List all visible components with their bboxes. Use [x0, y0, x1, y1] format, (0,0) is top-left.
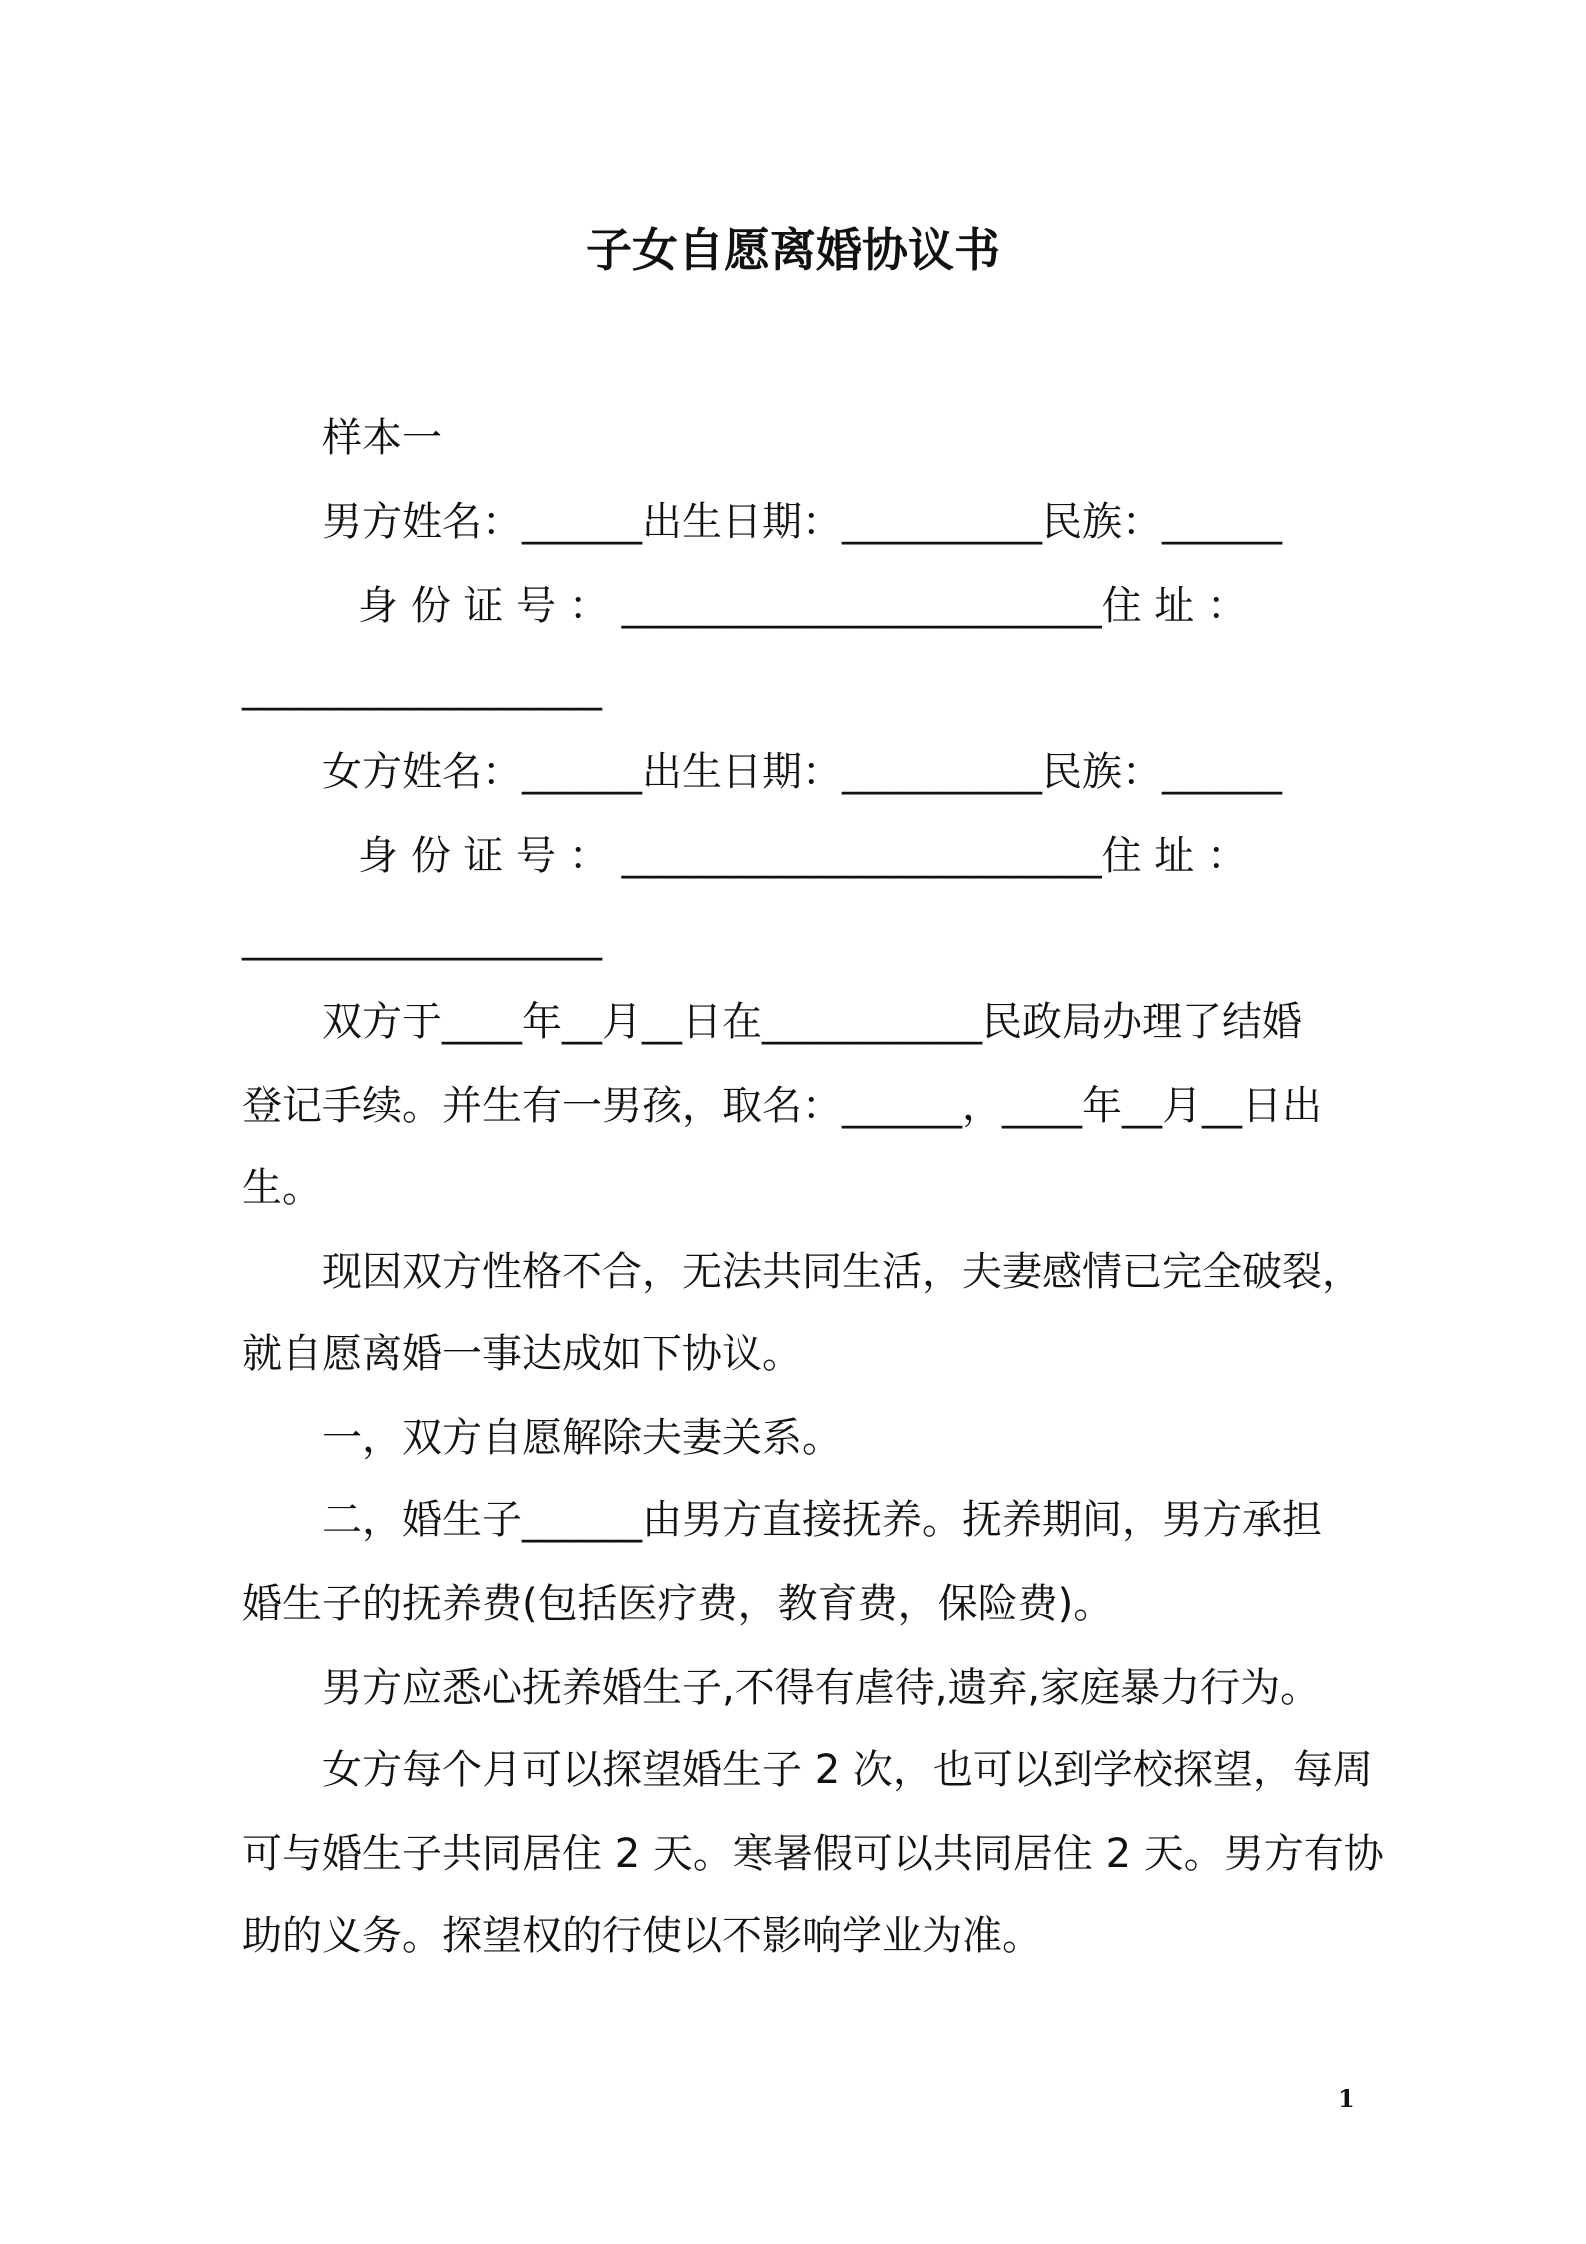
care-line: 男方应悉心抚养婚生子,不得有虐待,遗弃,家庭暴力行为。 [322, 1665, 1321, 1711]
clause-1: 一，双方自愿解除夫妻关系。 [322, 1415, 842, 1461]
marriage-line-1: 双方于____年__月__日在___________民政局办理了结婚 [322, 999, 1302, 1045]
visit-line-1: 女方每个月可以探望婚生子 2 次，也可以到学校探望，每周 [322, 1747, 1373, 1793]
reason-line-1: 现因双方性格不合，无法共同生活，夫妻感情已完全破裂， [322, 1249, 1362, 1295]
visit-line-2: 可与婚生子共同居住 2 天。寒暑假可以共同居住 2 天。男方有协 [242, 1831, 1384, 1877]
clause-2-line-2: 婚生子的抚养费(包括医疗费，教育费，保险费)。 [242, 1581, 1114, 1627]
man-info-line: 男方姓名：______出生日期：__________民族：______ [322, 499, 1282, 545]
woman-address-blank: __________________ [242, 915, 602, 961]
document-title: 子女自愿离婚协议书 [586, 223, 1000, 277]
page-number: 1 [1338, 2084, 1355, 2113]
visit-line-3: 助的义务。探望权的行使以不影响学业为准。 [242, 1913, 1042, 1959]
marriage-line-3: 生。 [242, 1165, 322, 1211]
sample-label: 样本一 [322, 415, 442, 461]
man-id-line: 身 份 证 号 ： ________________________住 址 ： [358, 583, 1248, 629]
man-address-blank: __________________ [242, 665, 602, 711]
woman-info-line: 女方姓名：______出生日期：__________民族：______ [322, 749, 1282, 795]
woman-id-line: 身 份 证 号 ： ________________________住 址 ： [358, 833, 1248, 879]
marriage-line-2: 登记手续。并生有一男孩，取名：______，____年__月__日出 [242, 1083, 1322, 1129]
clause-2-line-1: 二，婚生子______由男方直接抚养。抚养期间，男方承担 [322, 1497, 1322, 1543]
reason-line-2: 就自愿离婚一事达成如下协议。 [242, 1331, 802, 1377]
